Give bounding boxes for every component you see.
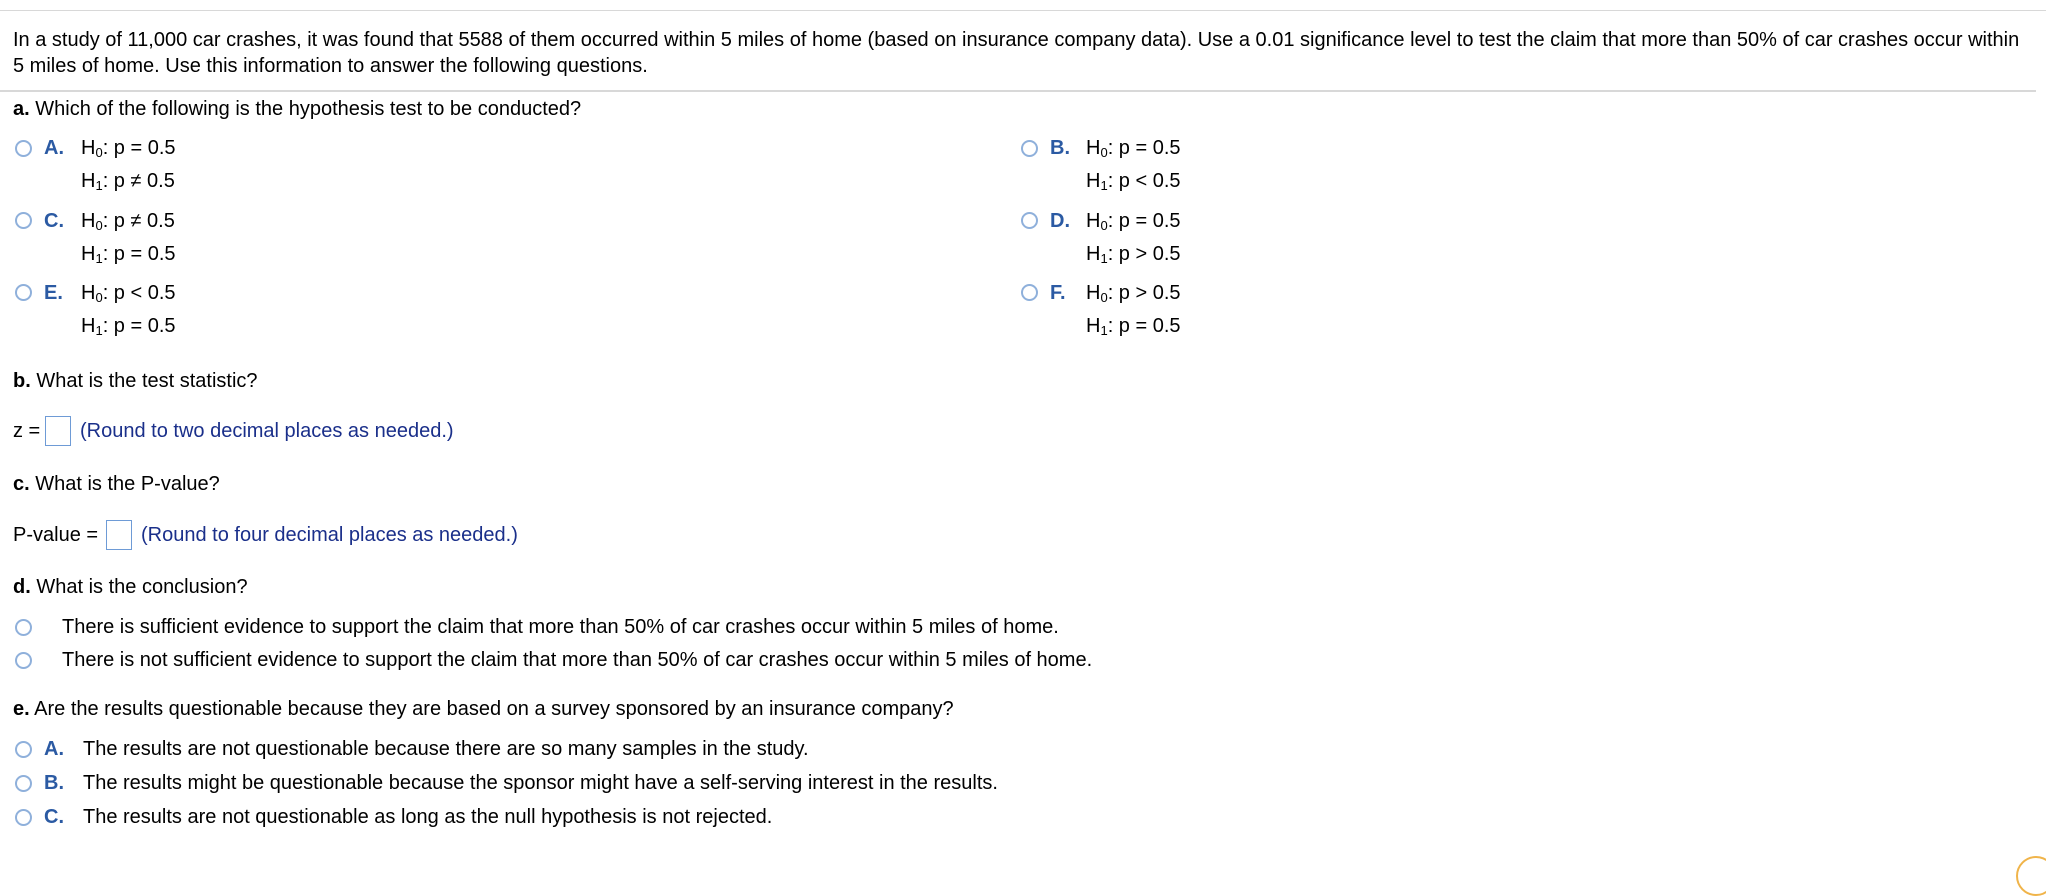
option-a-h1: $H_1$: p ≠ 0.5 bbox=[81, 170, 175, 193]
option-e-letter: E. bbox=[44, 282, 63, 304]
results-option-c-letter: C. bbox=[44, 806, 64, 828]
results-option-b-text: The results might be questionable because the sponsor might have a self-serving interest in the results. bbox=[83, 772, 998, 794]
problem-statement: In a study of 11,000 car crashes, it was found that 5588 of them occurred within 5 miles of home (based on insurance company data). Use a 0.01 significance level to test the claim that more than 50% of car crashes occur within 5 miles of home. Use this information to answer the following questions. bbox=[13, 29, 2020, 77]
conclusion-not-sufficient-radio[interactable] bbox=[15, 652, 32, 669]
part-c-question bbox=[13, 472, 220, 496]
results-option-b-radio[interactable] bbox=[15, 775, 32, 792]
option-b-h0: $H_0$: p = 0.5 bbox=[1086, 137, 1181, 160]
z-answer-input[interactable] bbox=[45, 416, 71, 446]
option-b-h1: $H_1$: p < 0.5 bbox=[1086, 170, 1181, 193]
intro-divider bbox=[0, 90, 2036, 92]
option-b-radio[interactable] bbox=[1021, 140, 1038, 157]
part-d-question bbox=[13, 575, 248, 599]
option-f-h1: $H_1$: p = 0.5 bbox=[1086, 315, 1181, 338]
option-d-h0: $H_0$: p = 0.5 bbox=[1086, 210, 1181, 233]
z-label: z = bbox=[13, 420, 41, 442]
part-e-label: e. bbox=[13, 698, 30, 720]
part-b-question bbox=[13, 369, 258, 393]
corner-help-icon[interactable] bbox=[2016, 856, 2046, 896]
option-e-radio[interactable] bbox=[15, 284, 32, 301]
option-d-letter: D. bbox=[1050, 210, 1070, 232]
part-b-label: b. bbox=[13, 370, 31, 392]
option-c-h0: $H_0$: p ≠ 0.5 bbox=[81, 210, 175, 233]
option-c-letter: C. bbox=[44, 210, 64, 232]
results-option-a-letter: A. bbox=[44, 738, 64, 760]
p-value-rounding-hint: (Round to four decimal places as needed.) bbox=[141, 524, 518, 546]
results-option-b-letter: B. bbox=[44, 772, 64, 794]
option-a-h0: $H_0$: p = 0.5 bbox=[81, 137, 176, 160]
part-d-label: d. bbox=[13, 576, 31, 598]
option-f-radio[interactable] bbox=[1021, 284, 1038, 301]
part-c-label: c. bbox=[13, 473, 30, 495]
part-d-text: What is the conclusion? bbox=[36, 576, 248, 598]
option-c-radio[interactable] bbox=[15, 212, 32, 229]
option-d-radio[interactable] bbox=[1021, 212, 1038, 229]
part-e-text: Are the results questionable because they are based on a survey sponsored by an insurance company? bbox=[34, 698, 954, 720]
option-e-h0: $H_0$: p < 0.5 bbox=[81, 282, 176, 305]
results-option-c-text: The results are not questionable as long as the null hypothesis is not rejected. bbox=[83, 806, 773, 828]
option-a-radio[interactable] bbox=[15, 140, 32, 157]
results-option-a-text: The results are not questionable because there are so many samples in the study. bbox=[83, 738, 809, 760]
part-a-question bbox=[13, 97, 581, 121]
p-value-answer-input[interactable] bbox=[106, 520, 132, 550]
conclusion-sufficient-radio[interactable] bbox=[15, 619, 32, 636]
part-c-text: What is the P-value? bbox=[35, 473, 220, 495]
results-option-a-radio[interactable] bbox=[15, 741, 32, 758]
part-a-text: Which of the following is the hypothesis test to be conducted? bbox=[35, 98, 582, 120]
option-b-letter: B. bbox=[1050, 137, 1070, 159]
top-divider bbox=[0, 10, 2046, 11]
part-a-label: a. bbox=[13, 98, 30, 120]
option-e-h1: $H_1$: p = 0.5 bbox=[81, 315, 176, 338]
conclusion-not-sufficient-text: There is not sufficient evidence to support the claim that more than 50% of car crashes occur within 5 miles of home. bbox=[62, 649, 1093, 671]
option-c-h1: $H_1$: p = 0.5 bbox=[81, 243, 176, 266]
results-option-c-radio[interactable] bbox=[15, 809, 32, 826]
part-b-text: What is the test statistic? bbox=[36, 370, 258, 392]
p-value-label: P-value = bbox=[13, 524, 99, 546]
z-rounding-hint: (Round to two decimal places as needed.) bbox=[80, 420, 454, 442]
option-a-letter: A. bbox=[44, 137, 64, 159]
option-d-h1: $H_1$: p > 0.5 bbox=[1086, 243, 1181, 266]
option-f-letter: F. bbox=[1050, 282, 1066, 304]
part-e-question bbox=[13, 697, 954, 721]
option-f-h0: $H_0$: p > 0.5 bbox=[1086, 282, 1181, 305]
conclusion-sufficient-text: There is sufficient evidence to support the claim that more than 50% of car crashes occur within 5 miles of home. bbox=[62, 616, 1059, 638]
